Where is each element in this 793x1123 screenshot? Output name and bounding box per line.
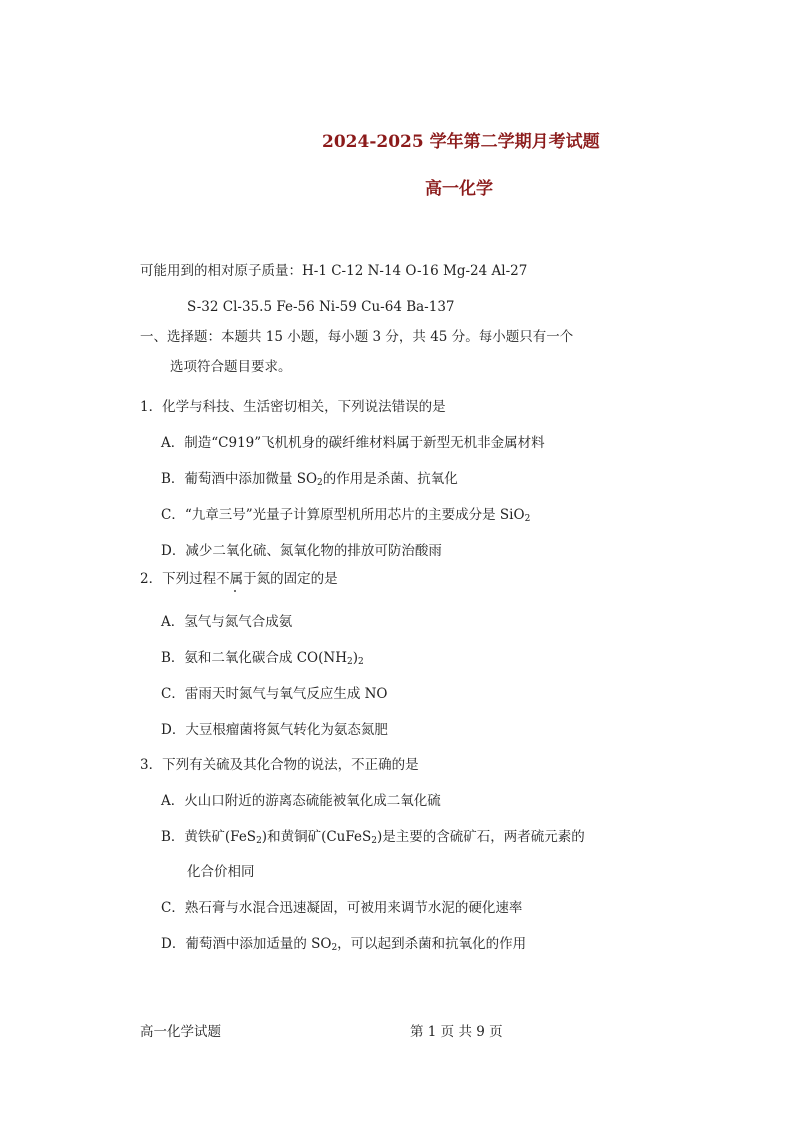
question-3-option-c: C．熟石膏与水混合迅速凝固，可被用来调节水泥的硬化速率	[161, 900, 523, 916]
question-1-option-d: D．减少二氧化硫、氮氧化物的排放可防治酸雨	[161, 543, 442, 559]
section-heading-continued: 选项符合题目要求。	[170, 359, 292, 375]
subject-title: 高一化学	[425, 179, 493, 199]
exam-title: 2024-2025 学年第二学期月考试题	[322, 132, 600, 152]
question-1-option-a: A．制造“C919”飞机机身的碳纤维材料属于新型无机非金属材料	[161, 435, 545, 451]
question-3-option-b-continued: 化合价相同	[187, 864, 255, 880]
question-3-stem: 3．下列有关硫及其化合物的说法，不正确的是	[140, 757, 419, 773]
question-1-option-c: C．“九章三号”光量子计算原型机所用芯片的主要成分是 SiO$_2$	[161, 507, 531, 524]
question-1-stem: 1．化学与科技、生活密切相关，下列说法错误的是	[140, 399, 446, 415]
atomic-mass-line-2: S-32 Cl-35.5 Fe-56 Ni-59 Cu-64 Ba-137	[187, 299, 455, 315]
page-number: 第 1 页 共 9 页	[410, 1024, 503, 1040]
question-3-option-a: A．火山口附近的游离态硫能被氧化成二氧化硫	[161, 793, 441, 809]
emphasis-dot	[234, 590, 236, 592]
section-heading: 一、选择题：本题共 15 小题，每小题 3 分，共 45 分。每小题只有一个	[140, 329, 574, 345]
question-2-option-b: B．氨和二氧化碳合成 $CO(NH_2)_2$	[161, 650, 364, 667]
question-2-option-a: A．氢气与氮气合成氨	[161, 614, 293, 630]
question-3-option-b: B．黄铁矿(FeS$_2$)和黄铜矿(CuFeS$_2$)是主要的含硫矿石，两者硫元素的	[161, 829, 585, 846]
question-1-option-b: B．葡萄酒中添加微量 $SO_2$的作用是杀菌、抗氧化	[161, 471, 458, 488]
footer-title: 高一化学试题	[140, 1024, 221, 1040]
question-2-option-c: C．雷雨天时氮气与氧气反应生成 NO	[161, 686, 388, 702]
question-2-option-d: D．大豆根瘤菌将氮气转化为氨态氮肥	[161, 722, 388, 738]
atomic-mass-line-1: 可能用到的相对原子质量：H-1 C-12 N-14 O-16 Mg-24 Al-27	[140, 263, 528, 279]
question-3-option-d: D．葡萄酒中添加适量的 $SO_2$，可以起到杀菌和抗氧化的作用	[161, 936, 527, 953]
question-2-stem: 2．下列过程不属于氮的固定的是	[140, 571, 338, 587]
